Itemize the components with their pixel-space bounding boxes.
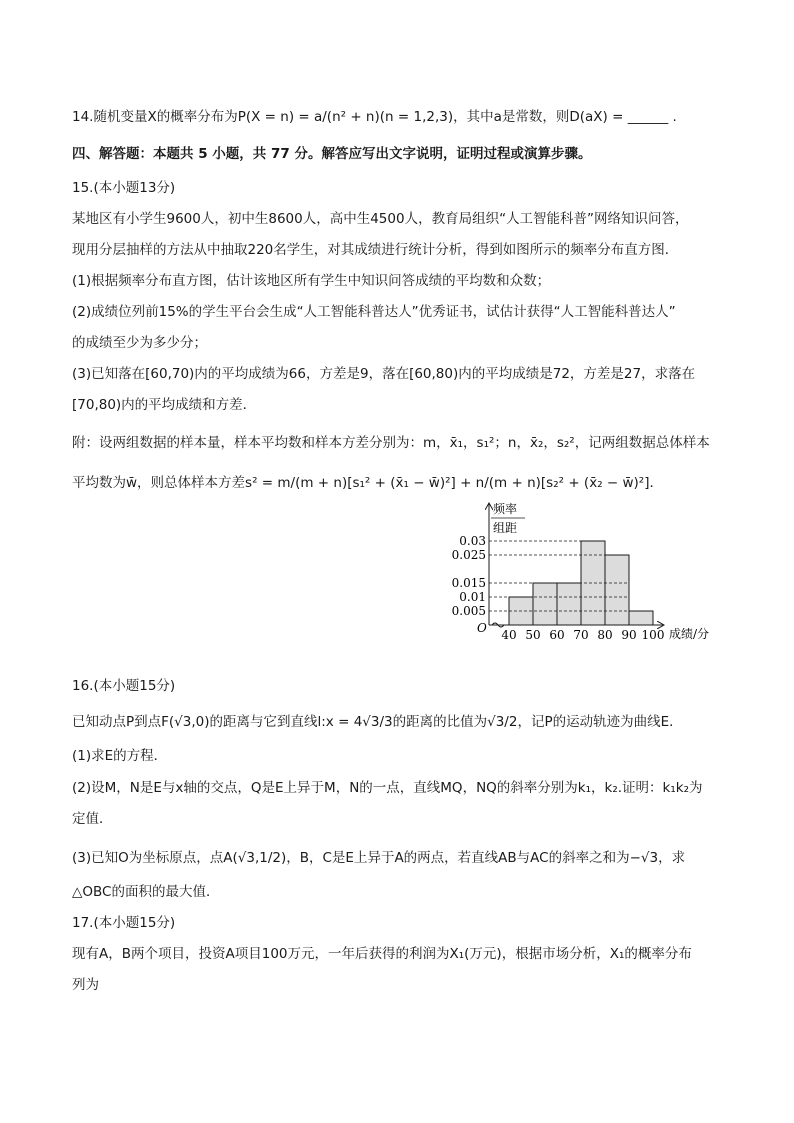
y-tick-label: 0.01 (459, 590, 486, 604)
histogram-bar-90-100 (629, 611, 653, 625)
y-label-bottom: 组距 (493, 521, 518, 535)
question-15-part2-line2: 的成绩至少为多少分； (72, 335, 207, 351)
question-15-note-line1: 附：设两组数据的样本量，样本平均数和样本方差分别为：m，x̄₁，s₁²；n，x̄₂，s₂²，记两组数据总体样本 (72, 435, 710, 451)
histogram-bar-80-90 (605, 555, 629, 625)
x-axis-label: 成绩/分 (669, 627, 710, 641)
question-17-intro-line2: 列为 (72, 977, 99, 993)
y-tick-label: 0.005 (451, 604, 486, 618)
question-16-part2-line2: 定值． (72, 811, 113, 827)
x-tick-label: 50 (525, 628, 541, 642)
question-17-intro-line1: 现有A，B两个项目，投资A项目100万元，一年后获得的利润为X₁(万元)，根据市场分析，X₁的概率分布 (72, 946, 692, 962)
question-16-part3-line2: △OBC的面积的最大值． (72, 884, 220, 900)
y-tick-label: 0.03 (459, 534, 486, 548)
section-title: 四、解答题：本题共 5 小题，共 77 分。解答应写出文字说明，证明过程或演算步骤。 (72, 146, 592, 162)
x-tick-label: 80 (597, 628, 613, 642)
x-tick-label: 60 (549, 628, 565, 642)
question-15-part2-line1: (2)成绩位列前15%的学生平台会生成“人工智能科普达人”优秀证书，试估计获得“人工智能科普达人” (72, 304, 676, 320)
question-16-part1: (1)求E的方程． (72, 748, 168, 764)
x-tick-label: 90 (621, 628, 637, 642)
histogram-bar-60-70 (557, 583, 581, 625)
question-16-intro: 已知动点P到点F(√3,0)的距离与它到直线l:x = 4√3/3的距离的比值为√3/2，记P的运动轨迹为曲线E． (72, 714, 683, 730)
histogram-bar-50-60 (533, 583, 557, 625)
x-tick-label: 40 (501, 628, 517, 642)
question-15-part1: (1)根据频率分布直方图，估计该地区所有学生中知识问答成绩的平均数和众数； (72, 273, 551, 289)
y-label-top: 频率 (493, 502, 518, 516)
x-tick-label: 70 (573, 628, 589, 642)
question-15-intro-line1: 某地区有小学生9600人，初中生8600人，高中生4500人，教育局组织“人工智能科普”网络知识问答， (72, 211, 689, 227)
question-14: 14.随机变量X的概率分布为P(X = n) = a/(n² + n)(n = 1,2,3)，其中a是常数，则D(aX) = ______ . (72, 109, 677, 125)
question-16-header: 16.(本小题15分) (72, 678, 176, 694)
question-15-intro-line2: 现用分层抽样的方法从中抽取220名学生，对其成绩进行统计分析，得到如图所示的频率分布直方图． (72, 242, 679, 258)
y-tick-label: 0.025 (451, 548, 486, 562)
question-17-header: 17.(本小题15分) (72, 915, 176, 931)
x-tick-label: 100 (641, 628, 665, 642)
frequency-histogram (445, 498, 735, 648)
y-tick-label: 0.015 (451, 576, 486, 590)
origin-label: O (477, 621, 487, 635)
question-16-part2-line1: (2)设M，N是E与x轴的交点，Q是E上异于M，N的一点，直线MQ，NQ的斜率分别为k₁，k₂.证明：k₁k₂为 (72, 780, 703, 796)
question-16-part3-line1: (3)已知O为坐标原点，点A(√3,1/2)，B，C是E上异于A的两点，若直线AB与AC的斜率之和为−√3，求 (72, 850, 686, 866)
question-15-part3-line2: [70,80)内的平均成绩和方差． (72, 397, 257, 413)
question-15-note-line2: 平均数为w̄，则总体样本方差s² = m/(m + n)[s₁² + (x̄₁ − w̄)²] + n/(m + n)[s₂² + (x̄₂ − w̄)²]． (72, 475, 663, 491)
question-15-part3-line1: (3)已知落在[60,70)内的平均成绩为66，方差是9，落在[60,80)内的平均成绩是72，方差是27，求落在 (72, 366, 696, 382)
question-15-header: 15.(本小题13分) (72, 180, 176, 196)
